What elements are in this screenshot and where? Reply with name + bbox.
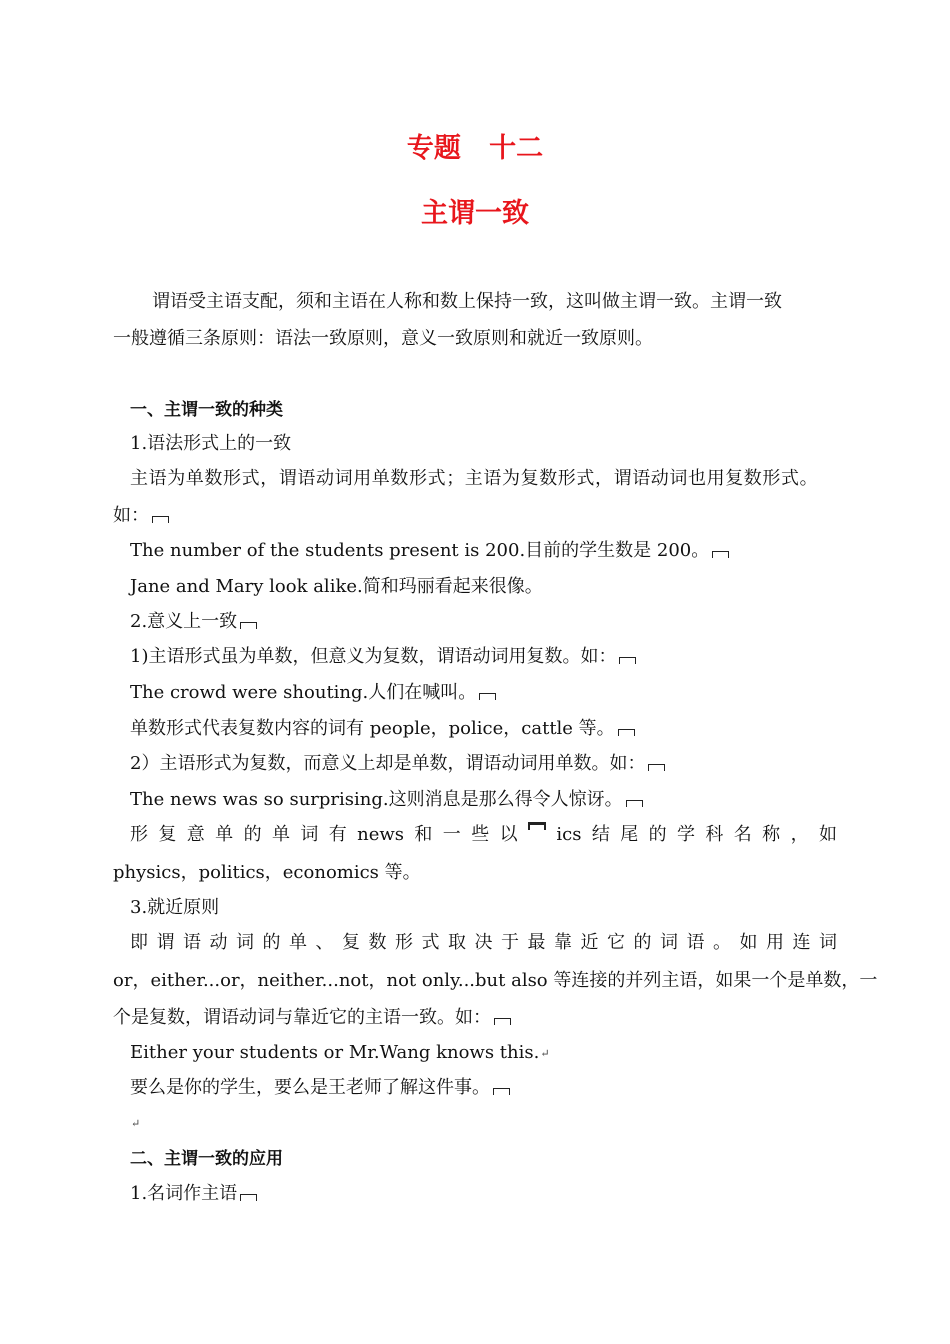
example-2: Jane and Mary look alike.简和玛丽看起来很像。 [130, 576, 543, 597]
item1-desc-line-1: 主语为单数形式，谓语动词用单数形式；主语为复数形式，谓语动词也用复数形式。 [130, 468, 819, 489]
page-subtitle: 主谓一致 [421, 198, 529, 229]
item2-note2-line-1: 形 复 意 单 的 单 词 有 news 和 一 些 以 ics 结 尾 的 学 科 名 称 ， 如 [130, 824, 837, 845]
paragraph-mark-icon [152, 516, 169, 523]
paragraph-mark-icon [648, 764, 665, 771]
intro-line-1: 谓语受主语支配，须和主语在人称和数上保持一致，这叫做主谓一致。主谓一致 [152, 291, 782, 312]
item2-sub-1: 1)主语形式虽为单数，但意义为复数，谓语动词用复数。如： [130, 644, 636, 670]
dash-mark-icon [528, 822, 546, 830]
section-heading-2: 二、主谓一致的应用 [130, 1149, 283, 1169]
page-title: 专题 十二 [406, 133, 544, 164]
item3-title: 3.就近原则 [130, 897, 220, 918]
item3-desc-line-3: 个是复数，谓语动词与靠近它的主语一致。如： [113, 1005, 511, 1031]
item3-desc-line-2: or，either...or，neither...not，not only...but also 等连接的并列主语，如果一个是单数，一 [113, 970, 878, 991]
section2-item1-title: 1.名词作主语 [130, 1181, 257, 1207]
paragraph-mark-icon [240, 622, 257, 629]
example-1: The number of the students present is 200.目前的学生数是 200。 [130, 538, 729, 564]
paragraph-mark-icon [618, 729, 635, 736]
item1-desc-line-2: 如： [113, 503, 169, 529]
paragraph-mark-icon [240, 1194, 257, 1201]
example-5-translation: 要么是你的学生，要么是王老师了解这件事。 [130, 1075, 510, 1101]
paragraph-mark-icon [479, 693, 496, 700]
line-break-icon: ↵ [540, 1047, 549, 1060]
example-5: Either your students or Mr.Wang knows this.↵ [130, 1040, 549, 1067]
item2-title: 2.意义上一致 [130, 609, 257, 635]
line-break-icon: ↵ [131, 1117, 140, 1130]
paragraph-mark-icon [712, 551, 729, 558]
example-3: The crowd were shouting.人们在喊叫。 [130, 680, 496, 706]
item2-sub-2: 2）主语形式为复数，而意义上却是单数，谓语动词用单数。如： [130, 751, 665, 777]
intro-line-2: 一般遵循三条原则：语法一致原则，意义一致原则和就近一致原则。 [113, 328, 653, 349]
example-4: The news was so surprising.这则消息是那么得令人惊讶。 [130, 787, 643, 813]
paragraph-mark-icon [626, 800, 643, 807]
empty-line [130, 1110, 139, 1137]
item3-desc-line-1: 即 谓 语 动 词 的 单 、 复 数 形 式 取 决 于 最 靠 近 它 的 词 语 。 如 用 连 词 [130, 932, 837, 953]
item2-note2-line-2: physics，politics，economics 等。 [113, 862, 421, 883]
paragraph-mark-icon [493, 1088, 510, 1095]
item2-note: 单数形式代表复数内容的词有 people，police，cattle 等。 [130, 716, 635, 742]
section-heading-1: 一、主谓一致的种类 [130, 400, 283, 420]
paragraph-mark-icon [619, 657, 636, 664]
paragraph-mark-icon [494, 1018, 511, 1025]
item1-title: 1.语法形式上的一致 [130, 433, 292, 454]
